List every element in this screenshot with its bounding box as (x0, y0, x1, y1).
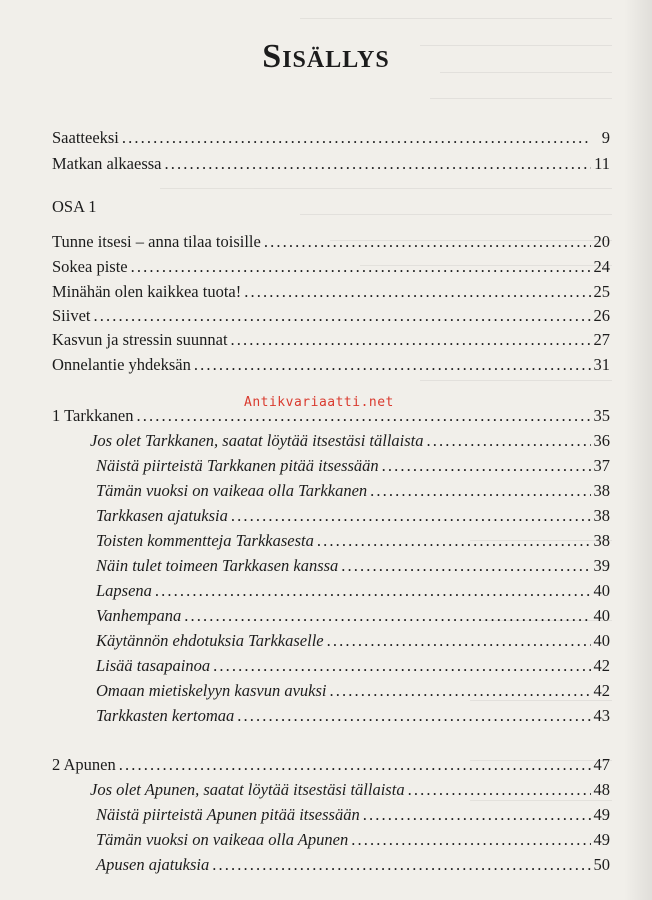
toc-entry-label: Tunne itsesi – anna tilaa toisille (52, 232, 261, 251)
leader-dots (122, 126, 591, 150)
toc-entry-page: 40 (593, 581, 610, 600)
leader-dots (94, 304, 591, 328)
toc-subentry[interactable] (90, 778, 610, 802)
toc-subentry[interactable] (96, 704, 610, 728)
toc-chapter-tarkkanen[interactable] (52, 404, 610, 428)
toc-entry-page: 24 (593, 257, 610, 276)
toc-subentry[interactable] (96, 579, 610, 603)
toc-entry-page: 50 (593, 855, 610, 874)
toc-entry-page: 47 (593, 755, 610, 774)
leader-dots (363, 803, 591, 827)
leader-dots (213, 654, 590, 678)
toc-entry-label: Apusen ajatuksia (96, 855, 210, 874)
toc-entry-page: 27 (593, 330, 610, 349)
toc-entry-page: 49 (593, 830, 610, 849)
toc-entry-page: 39 (593, 556, 610, 575)
toc-subentry[interactable] (96, 504, 610, 528)
toc-entry-label: Näin tulet toimeen Tarkkasen kanssa (96, 556, 339, 575)
toc-subentry[interactable] (96, 529, 610, 553)
toc-entry-label: Minähän olen kaikkea tuota! (52, 282, 242, 301)
leader-dots (382, 454, 591, 478)
toc-subentry[interactable] (96, 654, 610, 678)
toc-entry-page: 42 (593, 656, 610, 675)
toc-entry-page: 40 (593, 631, 610, 650)
leader-dots (119, 753, 591, 777)
toc-entry-label: Käytännön ehdotuksia Tarkkaselle (96, 631, 324, 650)
leader-dots (351, 828, 590, 852)
toc-entry-page: 25 (593, 282, 610, 301)
toc-entry-label: Tämän vuoksi on vaikeaa olla Tarkkanen (96, 481, 368, 500)
toc-entry-page: 31 (593, 355, 610, 374)
toc-entry-label: Sokea piste (52, 257, 128, 276)
leader-dots (327, 629, 591, 653)
toc-entry-label: 1 Tarkkanen (52, 406, 134, 425)
toc-entry-label: Jos olet Apunen, saatat löytää itsestäsi tällaista (90, 780, 405, 799)
toc-entry-label: Näistä piirteistä Tarkkanen pitää itsessään (96, 456, 379, 475)
leader-dots (231, 328, 591, 352)
toc-entry-label: Vanhempana (96, 606, 182, 625)
leader-dots (317, 529, 591, 553)
toc-entry-label: Kasvun ja stressin suunnat (52, 330, 228, 349)
toc-entry-page: 40 (593, 606, 610, 625)
leader-dots (184, 604, 590, 628)
toc-entry-page: 20 (593, 232, 610, 251)
toc-entry[interactable] (52, 353, 610, 377)
toc-entry-page: 38 (593, 531, 610, 550)
toc-subentry[interactable] (96, 454, 610, 478)
leader-dots (136, 404, 590, 428)
toc-entry-page: 35 (593, 406, 610, 425)
toc-subentry[interactable] (96, 629, 610, 653)
toc-entry-page: 38 (593, 506, 610, 525)
toc-entry-label: Saatteeksi (52, 128, 119, 147)
toc-entry-page: 37 (593, 456, 610, 475)
toc-entry-label: Toisten kommentteja Tarkkasesta (96, 531, 314, 550)
leader-dots (194, 353, 591, 377)
toc-entry[interactable] (52, 230, 610, 254)
toc-entry-page: 48 (593, 780, 610, 799)
toc-entry-page: 9 (601, 128, 610, 147)
toc-entry-page: 38 (593, 481, 610, 500)
toc-entry[interactable] (52, 328, 610, 352)
toc-entry[interactable] (52, 304, 610, 328)
toc-entry-page: 42 (593, 681, 610, 700)
toc-entry-page: 49 (593, 805, 610, 824)
watermark: Antikvariaatti.net (244, 395, 394, 410)
toc-subentry[interactable] (96, 679, 610, 703)
toc-subentry[interactable] (96, 604, 610, 628)
toc-entry-label: 2 Apunen (52, 755, 116, 774)
page-edge-shadow (624, 0, 652, 900)
leader-dots (155, 579, 591, 603)
toc-subentry[interactable] (96, 479, 610, 503)
leader-dots (370, 479, 590, 503)
leader-dots (231, 504, 591, 528)
toc-entry-label: Tarkkasten kertomaa (96, 706, 235, 725)
toc-entry-label: Näistä piirteistä Apunen pitää itsessään (96, 805, 360, 824)
toc-entry-label: Lisää tasapainoa (96, 656, 211, 675)
toc-entry-label: Tarkkasen ajatuksia (96, 506, 228, 525)
leader-dots (237, 704, 590, 728)
toc-subentry[interactable] (96, 828, 610, 852)
toc-entry-label: Lapsena (96, 581, 152, 600)
toc-entry[interactable] (52, 280, 610, 304)
leader-dots (341, 554, 590, 578)
leader-dots (212, 853, 590, 877)
toc-subentry[interactable] (96, 853, 610, 877)
toc-entry[interactable] (52, 255, 610, 279)
toc-subentry[interactable] (96, 803, 610, 827)
leader-dots (244, 280, 590, 304)
toc-entry-saatteeksi[interactable] (52, 126, 610, 150)
toc-entry-matkan-alkaessa[interactable] (52, 152, 610, 176)
leader-dots (264, 230, 591, 254)
leader-dots (427, 429, 591, 453)
toc-subentry[interactable] (96, 554, 610, 578)
toc-entry-label: Omaan mietiskelyyn kasvun avuksi (96, 681, 327, 700)
leader-dots (329, 679, 590, 703)
toc-entry-label: Siivet (52, 306, 91, 325)
leader-dots (131, 255, 591, 279)
part-heading: OSA 1 (52, 197, 97, 216)
toc-entry-page: 43 (593, 706, 610, 725)
leader-dots (165, 152, 592, 176)
leader-dots (408, 778, 591, 802)
toc-entry-page: 36 (593, 431, 610, 450)
page-title: Sisällys (262, 38, 390, 75)
toc-entry-page: 26 (593, 306, 610, 325)
toc-subentry[interactable] (90, 429, 610, 453)
toc-entry-page: 11 (594, 154, 610, 173)
toc-entry-label: Matkan alkaessa (52, 154, 162, 173)
toc-entry-label: Onnelantie yhdeksän (52, 355, 191, 374)
toc-entry-label: Jos olet Tarkkanen, saatat löytää itsestäsi tällaista (90, 431, 424, 450)
toc-entry-label: Tämän vuoksi on vaikeaa olla Apunen (96, 830, 349, 849)
toc-chapter-apunen[interactable] (52, 753, 610, 777)
